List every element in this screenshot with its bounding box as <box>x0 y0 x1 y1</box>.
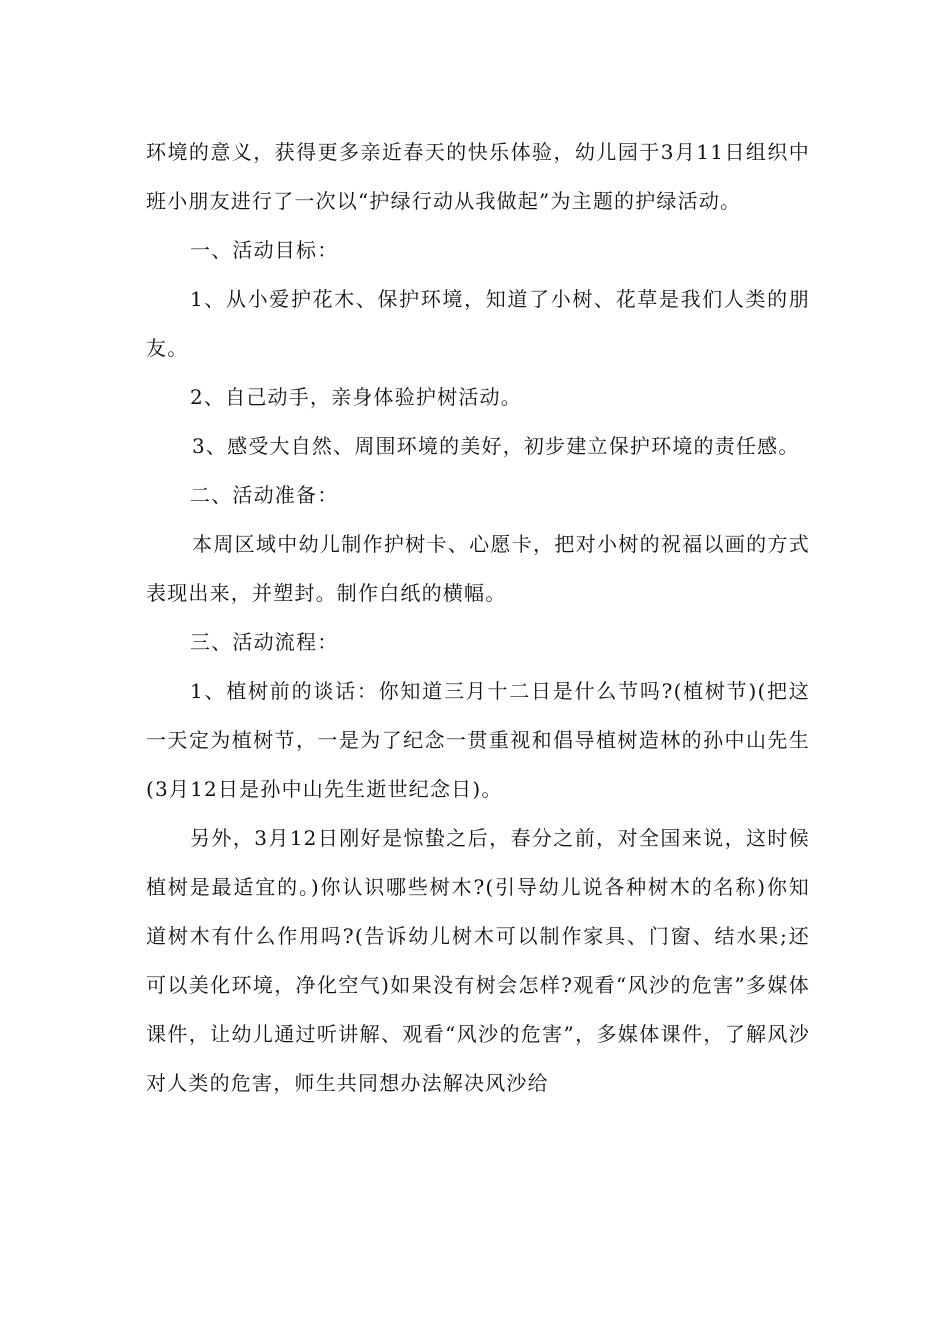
process-item-1: 1、植树前的谈话：你知道三月十二日是什么节吗?(植树节)(把这一天定为植树节，一是为了纪念一贯重视和倡导植树造林的孙中山先生(3月12日是孙中山先生逝世纪念日)。 <box>146 679 810 801</box>
paragraph-intro-continued: 环境的意义，获得更多亲近春天的快乐体验，幼儿园于3月11日组织中班小朋友进行了一次以“护绿行动从我做起”为主题的护绿活动。 <box>146 140 810 213</box>
paragraph-preparation: 本周区域中幼儿制作护树卡、心愿卡，把对小树的祝福以画的方式表现出来，并塑封。制作白纸的横幅。 <box>146 532 810 605</box>
section-heading-preparation: 二、活动准备： <box>190 483 339 507</box>
goal-item-2: 2、自己动手，亲身体验护树活动。 <box>190 385 522 409</box>
section-heading-process: 三、活动流程： <box>190 630 339 654</box>
section-heading-goals: 一、活动目标： <box>190 238 339 262</box>
document-body <box>146 128 810 1108</box>
paragraph-process-continued: 另外，3月12日刚好是惊蛰之后，春分之前，对全国来说，这时候植树是最适宜的。)你认识哪些树木?(引导幼儿说各种树木的名称)你知道树木有什么作用吗?(告诉幼儿树木可以制作家具、门窗、结水果;还可以美化环境，净化空气)如果没有树会怎样?观看“风沙的危害”多媒体课件，让幼儿通过听讲解、观看“风沙的危害”，多媒体课件，了解风沙对人类的危害，师生共同想办法解决风沙给 <box>146 826 810 1095</box>
goal-item-3: 3、感受大自然、周围环境的美好，初步建立保护环境的责任感。 <box>192 434 800 458</box>
goal-item-1: 1、从小爱护花木、保护环境，知道了小树、花草是我们人类的朋友。 <box>146 287 810 360</box>
